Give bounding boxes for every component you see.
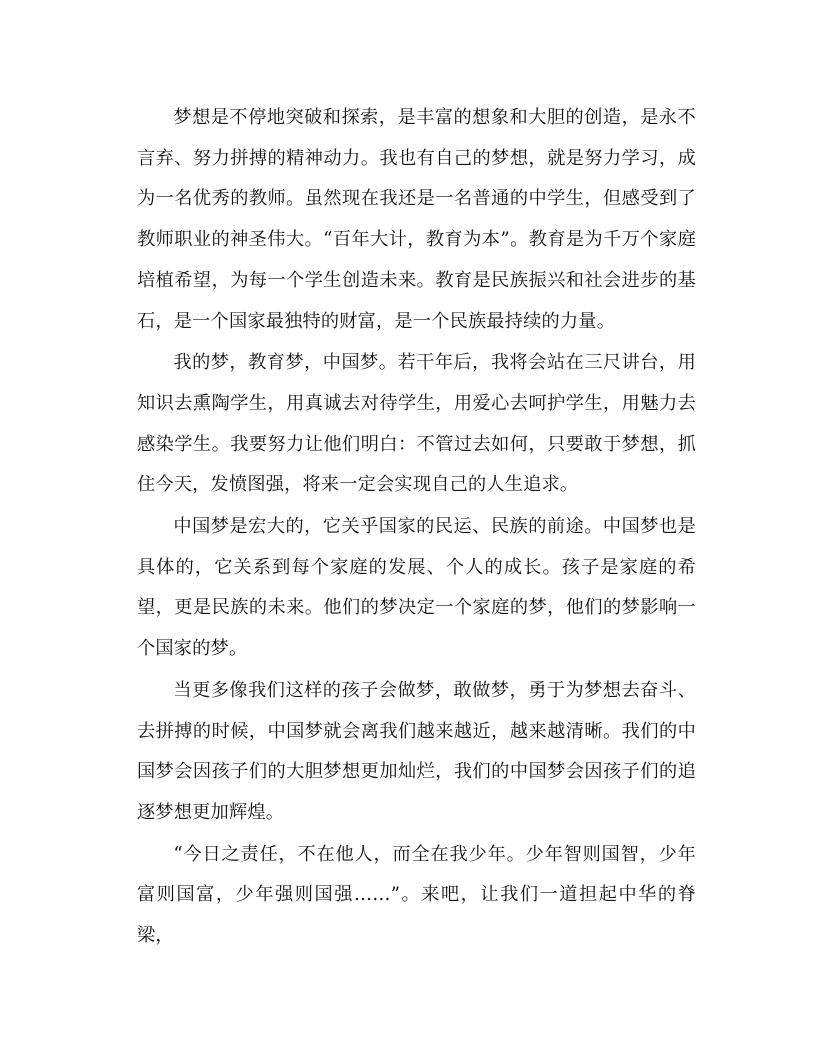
paragraph-youth-responsibility: “今日之责任，不在他人，而全在我少年。少年智则国智，少年富则国富，少年强则国强……”。来吧，让我们一道担起中华的脊梁， bbox=[137, 843, 696, 947]
paragraph-china-dream: 中国梦是宏大的，它关乎国家的民运、民族的前途。中国梦也是具体的，它关系到每个家庭的发展、个人的成长。孩子是家庭的希望，更是民族的未来。他们的梦决定一个家庭的梦，他们的梦影响一个国家的梦。 bbox=[137, 516, 696, 660]
paragraph-education-dream: 我的梦，教育梦，中国梦。若干年后，我将会站在三尺讲台，用知识去熏陶学生，用真诚去对待学生，用爱心去呵护学生，用魅力去感染学生。我要努力让他们明白：不管过去如何，只要敢于梦想，抓住今天，发愤图强，将来一定会实现自己的人生追求。 bbox=[137, 352, 696, 496]
paragraph-children-dreams: 当更多像我们这样的孩子会做梦，敢做梦，勇于为梦想去奋斗、去拼搏的时候，中国梦就会离我们越来越近，越来越清晰。我们的中国梦会因孩子们的大胆梦想更加灿烂，我们的中国梦会因孩子们的追逐梦想更加辉煌。 bbox=[137, 679, 696, 823]
document-body bbox=[137, 98, 696, 957]
paragraph-dream-definition: 梦想是不停地突破和探索，是丰富的想象和大胆的创造，是永不言弃、努力拼搏的精神动力。我也有自己的梦想，就是努力学习，成为一名优秀的教师。虽然现在我还是一名普通的中学生，但感受到了教师职业的神圣伟大。“百年大计，教育为本”。教育是为千万个家庭培植希望，为每一个学生创造未来。教育是民族振兴和社会进步的基石，是一个国家最独特的财富，是一个民族最持续的力量。 bbox=[137, 107, 696, 332]
